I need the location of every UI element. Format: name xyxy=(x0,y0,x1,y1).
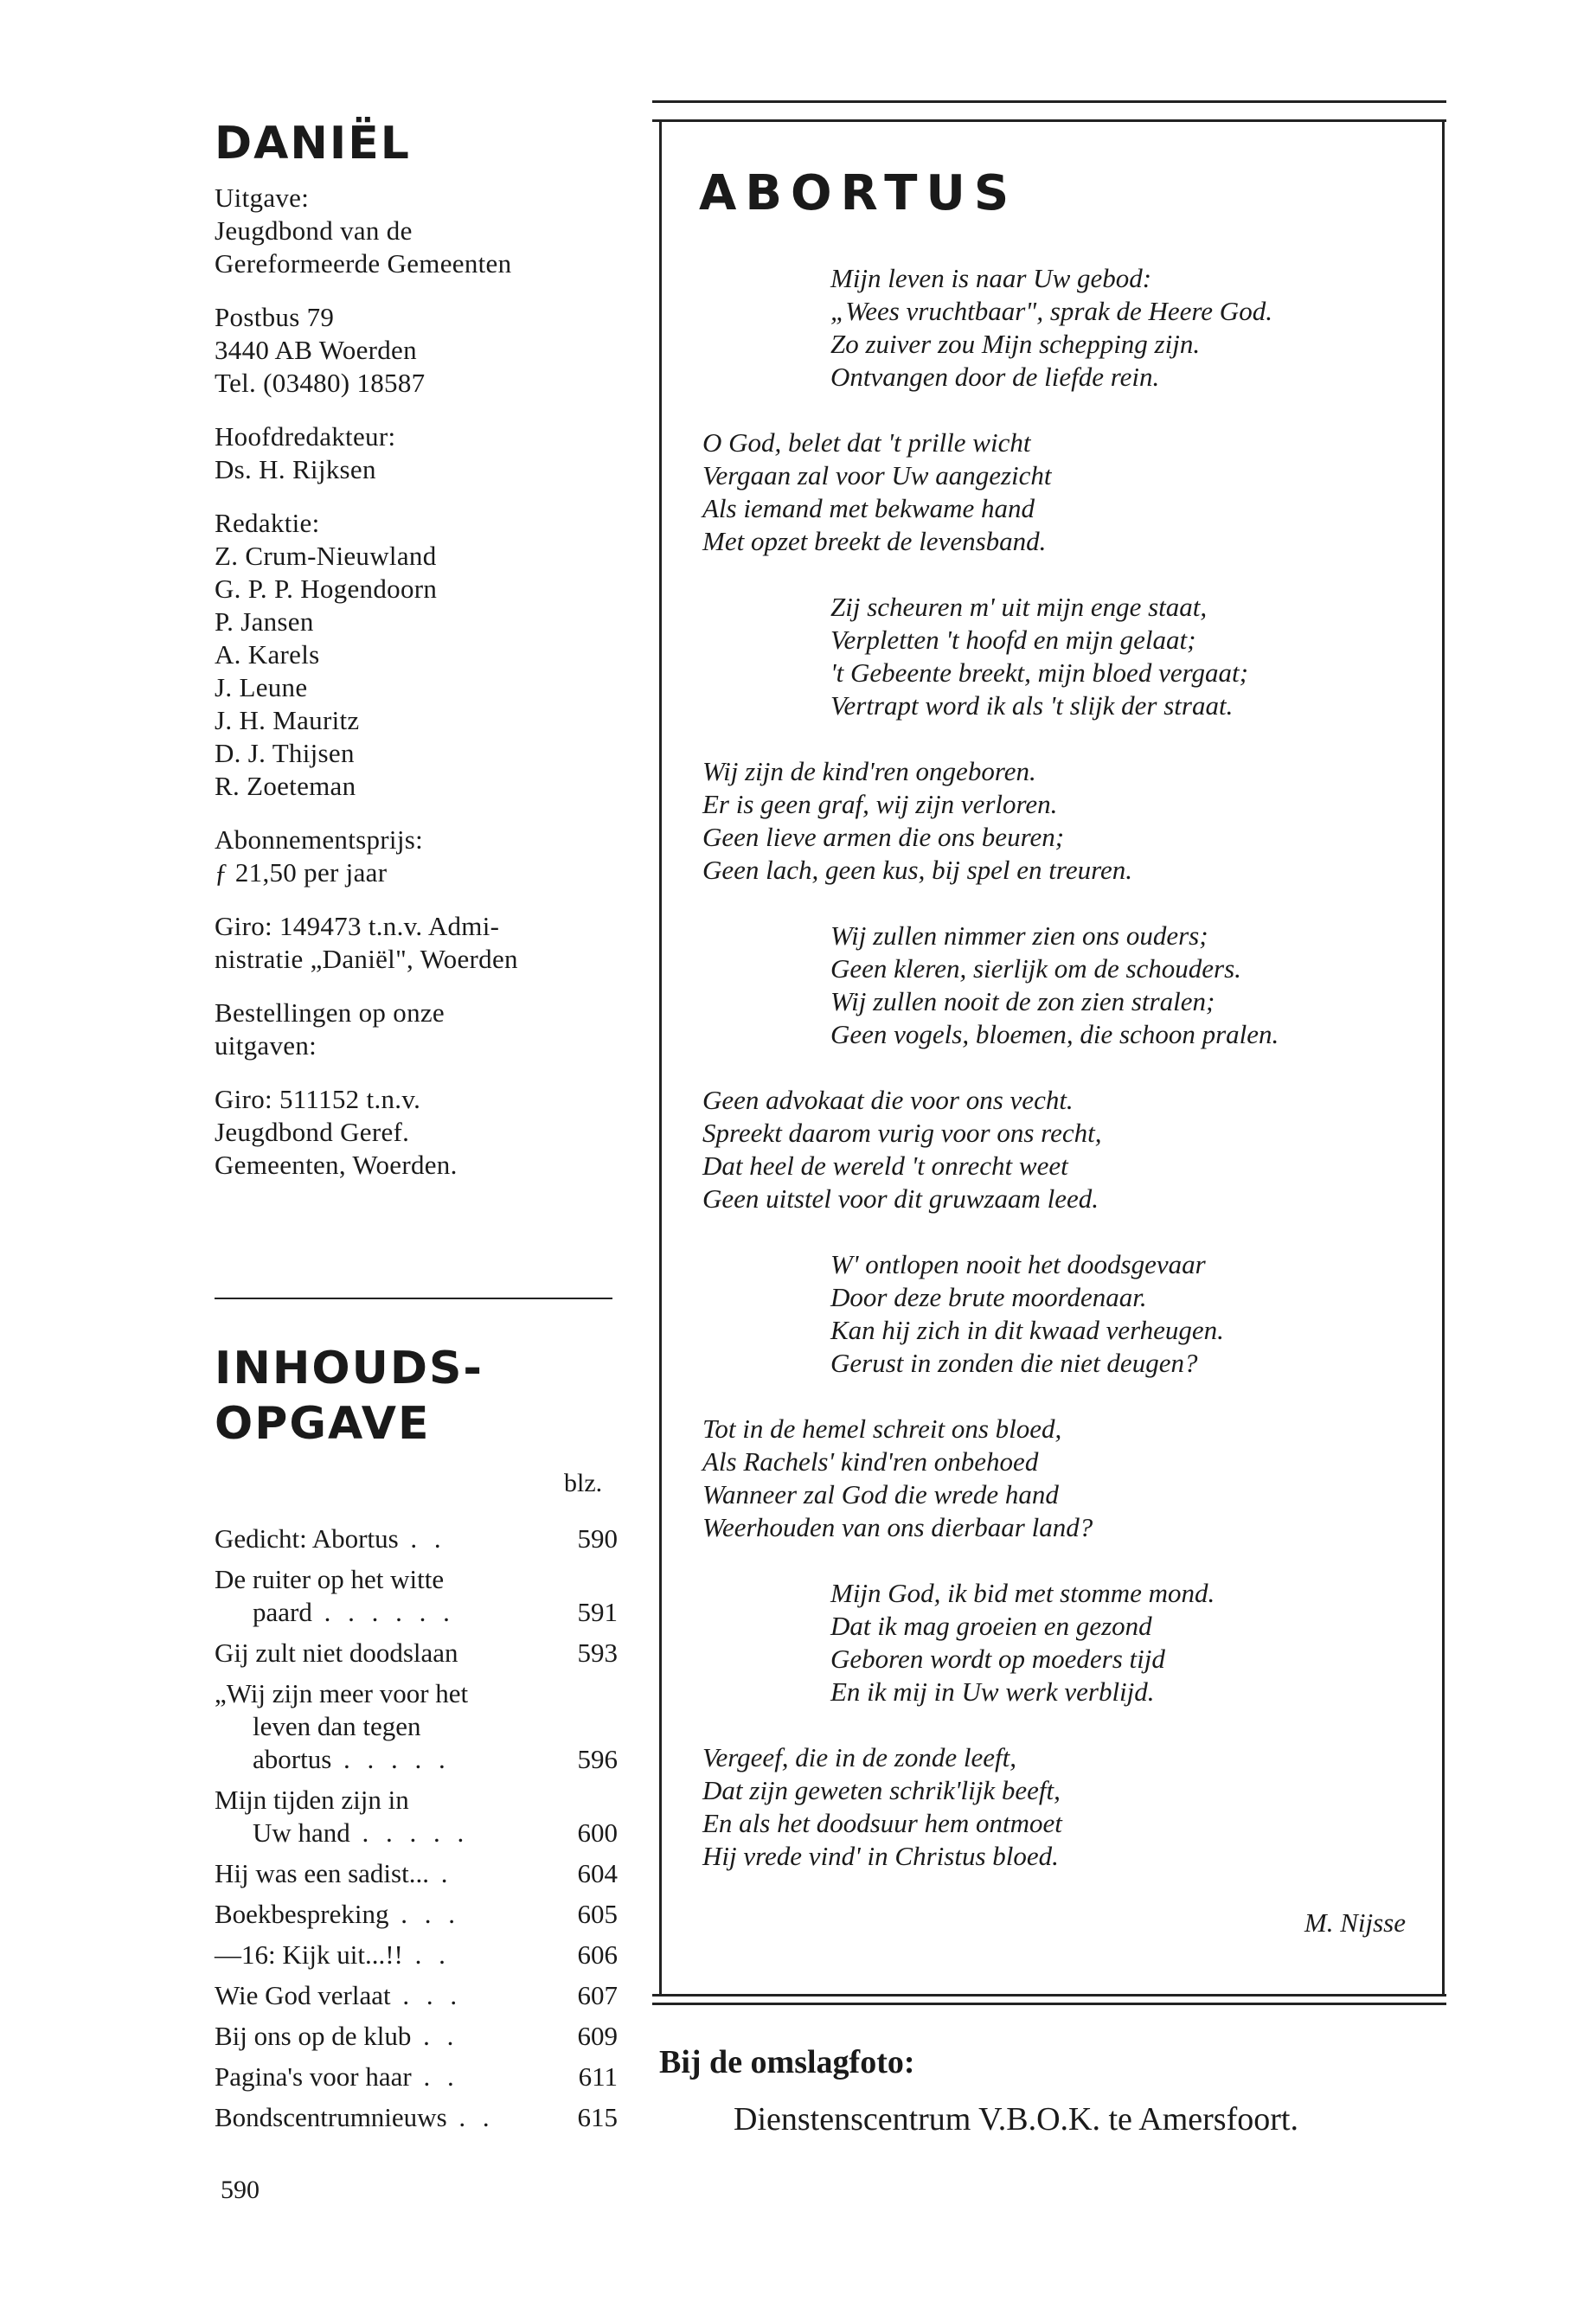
toc-leader-dots: . . . xyxy=(390,1980,463,2010)
toc-entry-title-line xyxy=(215,1817,557,1849)
toc-entry xyxy=(215,2061,618,2093)
poem-line: Wij zullen nimmer zien ons ouders; xyxy=(830,920,1208,951)
poem-stanza xyxy=(702,920,1420,1051)
toc-entry-title-line: Gij zult niet doodslaan xyxy=(215,1638,458,1668)
toc-page-number: 604 xyxy=(577,1858,618,1888)
frame-bottom-rule-inner xyxy=(652,1994,1446,1997)
poem-line: Geen lach, geen kus, bij spel en treuren. xyxy=(702,855,1132,885)
toc-entry-title xyxy=(215,2101,618,2134)
poem-line: Wij zullen nooit de zon zien stralen; xyxy=(830,986,1215,1016)
colophon-block xyxy=(215,182,630,280)
poem-line: Vergaan zal voor Uw aangezicht xyxy=(702,460,1052,490)
frame-bottom-rule-outer xyxy=(652,2003,1446,2005)
poem-stanza xyxy=(702,262,1420,394)
toc-entry xyxy=(215,2101,618,2134)
toc-leader-dots: . . xyxy=(411,2021,459,2051)
poem-line: Met opzet breekt de levensband. xyxy=(702,526,1047,556)
toc-leader-dots: . . xyxy=(446,2102,495,2132)
poem-line: Weerhouden van ons dierbaar land? xyxy=(702,1512,1093,1542)
toc-entry xyxy=(215,1637,618,1670)
poem-line: O God, belet dat 't prille wicht xyxy=(702,427,1031,458)
poem-stanza xyxy=(702,1084,1420,1215)
colophon-block xyxy=(215,420,630,486)
poem-stanza xyxy=(702,591,1420,722)
toc-page-number: 607 xyxy=(577,1980,618,2010)
colophon-line: D. J. Thijsen xyxy=(215,738,355,768)
toc-heading-line2: OPGAVE xyxy=(215,1398,431,1450)
poem-line: Zij scheuren m' uit mijn enge staat, xyxy=(830,592,1208,622)
poem-line: Door deze brute moordenaar. xyxy=(830,1282,1147,1312)
toc-entry xyxy=(215,1677,618,1776)
colophon-line: Gereformeerde Gemeenten xyxy=(215,248,512,279)
toc-entry-title xyxy=(215,1522,618,1555)
colophon-line: Bestellingen op onze xyxy=(215,997,445,1028)
poem-line: Geboren wordt op moeders tijd xyxy=(830,1644,1165,1674)
poem-line: Tot in de hemel schreit ons bloed, xyxy=(702,1413,1062,1444)
poem-line: 't Gebeente breekt, mijn bloed vergaat; xyxy=(830,657,1248,688)
poem-line: W' ontlopen nooit het doodsgevaar xyxy=(830,1249,1206,1279)
poem-line: Als iemand met bekwame hand xyxy=(702,493,1035,523)
toc-entry-text: Bondscentrumnieuws xyxy=(215,2102,447,2132)
toc-entry-title-line xyxy=(215,1523,446,1554)
poem-stanza xyxy=(702,1577,1420,1708)
poem-author: M. Nijsse xyxy=(1304,1907,1406,1938)
toc-leader-dots: . . xyxy=(411,2061,459,2092)
colophon-block xyxy=(215,910,630,976)
poem-line: „Wees vruchtbaar", sprak de Heere God. xyxy=(830,296,1272,326)
toc-entry-title-line xyxy=(215,2021,458,2051)
toc-entry xyxy=(215,1979,618,2012)
toc-blz-label: blz. xyxy=(564,1469,603,1497)
toc-entry-title-line xyxy=(215,1743,557,1776)
colophon-block xyxy=(215,301,630,400)
colophon-block xyxy=(215,1083,630,1182)
colophon-line: ƒ 21,50 per jaar xyxy=(215,857,388,888)
toc-entry-text: abortus xyxy=(253,1744,332,1774)
toc-entry-title-line xyxy=(215,2102,495,2132)
toc-page-number: 596 xyxy=(577,1744,618,1774)
toc-entry-text: Hij was een sadist... xyxy=(215,1858,429,1888)
toc-entry-title xyxy=(215,1637,618,1670)
toc-entry-title-line xyxy=(215,1596,557,1629)
toc-entry xyxy=(215,1857,618,1890)
poem-line: Geen kleren, sierlijk om de schouders. xyxy=(830,953,1241,984)
toc-entry-title xyxy=(215,1979,618,2012)
toc-heading-line1: INHOUDS- xyxy=(215,1343,484,1394)
toc-entry-title xyxy=(215,2020,618,2053)
frame-top-rule-outer xyxy=(652,100,1446,103)
toc-heading xyxy=(215,1341,484,1452)
poem-line: Vergeef, die in de zonde leeft, xyxy=(702,1742,1016,1772)
masthead: DANIËL xyxy=(215,118,411,170)
caption-text: Dienstenscentrum V.B.O.K. te Amersfoort. xyxy=(734,2101,1298,2138)
colophon-line: Abonnementsprijs: xyxy=(215,824,424,855)
toc-leader-dots: . . . . . xyxy=(331,1744,451,1774)
caption-title: Bij de omslagfoto: xyxy=(659,2044,915,2080)
poem-line: Geen vogels, bloemen, die schoon pralen. xyxy=(830,1019,1279,1049)
colophon-line: nistratie „Daniël", Woerden xyxy=(215,944,518,974)
table-of-contents xyxy=(215,1522,618,2142)
poem-title: ABORTUS xyxy=(699,165,1018,221)
colophon-line: P. Jansen xyxy=(215,606,314,637)
colophon-line: uitgaven: xyxy=(215,1030,317,1061)
colophon-line: Giro: 511152 t.n.v. xyxy=(215,1084,421,1114)
toc-entry-text: Boekbespreking xyxy=(215,1899,389,1929)
toc-page-number: 590 xyxy=(577,1523,618,1554)
toc-entry-text: Pagina's voor haar xyxy=(215,2061,412,2092)
left-divider xyxy=(215,1298,612,1299)
colophon-line: Jeugdbond Geref. xyxy=(215,1117,410,1147)
toc-entry-title-line xyxy=(215,1858,452,1888)
toc-entry-title xyxy=(215,1563,618,1629)
toc-entry-title xyxy=(215,1939,618,1971)
poem-line: Vertrapt word ik als 't slijk der straat. xyxy=(830,690,1234,721)
left-column xyxy=(215,118,630,1202)
toc-entry-title-line xyxy=(215,1939,451,1970)
poem-line: Wanneer zal God die wrede hand xyxy=(702,1479,1059,1509)
toc-entry-title xyxy=(215,1898,618,1931)
colophon-block xyxy=(215,997,630,1062)
toc-entry xyxy=(215,1784,618,1849)
toc-entry xyxy=(215,1898,618,1931)
toc-entry-title-line xyxy=(215,1899,460,1929)
toc-leader-dots: . . xyxy=(402,1939,451,1970)
toc-page-number: 606 xyxy=(577,1939,618,1970)
poem-line: Hij vrede vind' in Christus bloed. xyxy=(702,1841,1059,1871)
toc-entry xyxy=(215,1522,618,1555)
poem-stanza xyxy=(702,1413,1420,1544)
toc-entry-text: Gedicht: Abortus xyxy=(215,1523,399,1554)
poem-line: Gerust in zonden die niet deugen? xyxy=(830,1348,1198,1378)
toc-page-number: 615 xyxy=(577,2102,618,2132)
toc-page-number: 600 xyxy=(577,1817,618,1848)
poem-line: Dat ik mag groeien en gezond xyxy=(830,1611,1152,1641)
poem-line: Spreekt daarom vurig voor ons recht, xyxy=(702,1118,1102,1148)
toc-entry-title-line xyxy=(215,1980,462,2010)
toc-leader-dots: . . xyxy=(398,1523,446,1554)
colophon-line: A. Karels xyxy=(215,639,320,670)
colophon-block xyxy=(215,507,630,803)
poem-line: En ik mij in Uw werk verblijd. xyxy=(830,1676,1155,1707)
poem-line: Kan hij zich in dit kwaad verheugen. xyxy=(830,1315,1224,1345)
poem-line: Geen uitstel voor dit gruwzaam leed. xyxy=(702,1183,1099,1214)
toc-page-number: 611 xyxy=(578,2061,618,2092)
toc-entry-text: Uw hand xyxy=(253,1817,350,1848)
toc-entry xyxy=(215,2020,618,2053)
colophon-line: Giro: 149473 t.n.v. Admi- xyxy=(215,911,500,941)
toc-entry-title-line: Mijn tijden zijn in xyxy=(215,1785,409,1815)
poem-stanza xyxy=(702,755,1420,887)
toc-page-number: 605 xyxy=(577,1899,618,1929)
poem xyxy=(702,262,1420,1906)
poem-stanza xyxy=(702,426,1420,558)
colophon-line: R. Zoeteman xyxy=(215,771,356,801)
poem-line: Er is geen graf, wij zijn verloren. xyxy=(702,789,1058,819)
colophon-line: Hoofdredakteur: xyxy=(215,421,396,452)
toc-page-number: 591 xyxy=(577,1597,618,1627)
colophon-line: Gemeenten, Woerden. xyxy=(215,1150,458,1180)
toc-entry-text: —16: Kijk uit...!! xyxy=(215,1939,403,1970)
toc-leader-dots: . . . . . xyxy=(349,1817,470,1848)
poem-line: Geen advokaat die voor ons vecht. xyxy=(702,1085,1074,1115)
toc-entry-title-line xyxy=(215,2061,459,2092)
colophon-line: J. Leune xyxy=(215,672,308,702)
toc-entry xyxy=(215,1563,618,1629)
colophon-line: Tel. (03480) 18587 xyxy=(215,368,426,398)
toc-entry-title-line: De ruiter op het witte xyxy=(215,1564,445,1594)
colophon-line: Redaktie: xyxy=(215,508,320,538)
poem-line: Mijn leven is naar Uw gebod: xyxy=(830,263,1152,293)
poem-stanza xyxy=(702,1248,1420,1380)
poem-line: Als Rachels' kind'ren onbehoed xyxy=(702,1446,1039,1477)
toc-page-number: 593 xyxy=(577,1638,618,1668)
colophon-line: J. H. Mauritz xyxy=(215,705,360,735)
toc-entry-text: Bij ons op de klub xyxy=(215,2021,412,2051)
poem-line: Mijn God, ik bid met stomme mond. xyxy=(830,1578,1215,1608)
toc-leader-dots: . xyxy=(428,1858,453,1888)
toc-entry-text: Wie God verlaat xyxy=(215,1980,391,2010)
toc-leader-dots: . . . xyxy=(388,1899,460,1929)
colophon-line: Ds. H. Rijksen xyxy=(215,454,376,484)
toc-entry-title-line: leven dan tegen xyxy=(253,1711,421,1741)
poem-line: Zo zuiver zou Mijn schepping zijn. xyxy=(830,329,1201,359)
page-number: 590 xyxy=(221,2176,260,2204)
poem-line: Ontvangen door de liefde rein. xyxy=(830,362,1160,392)
colophon-line: Uitgave: xyxy=(215,183,310,213)
poem-stanza xyxy=(702,1741,1420,1873)
poem-line: Dat zijn geweten schrik'lijk beeft, xyxy=(702,1775,1061,1805)
toc-entry-title-line: „Wij zijn meer voor het xyxy=(215,1678,469,1708)
poem-line: Geen lieve armen die ons beuren; xyxy=(702,822,1065,852)
colophon-line: Postbus 79 xyxy=(215,302,335,332)
colophon-line: G. P. P. Hogendoorn xyxy=(215,574,438,604)
toc-entry xyxy=(215,1939,618,1971)
toc-page-number: 609 xyxy=(577,2021,618,2051)
colophon-line: Z. Crum-Nieuwland xyxy=(215,541,437,571)
poem-line: Wij zijn de kind'ren ongeboren. xyxy=(702,756,1036,786)
toc-entry-title xyxy=(215,1784,618,1849)
toc-entry-title xyxy=(215,1677,618,1776)
poem-line: Verpletten 't hoofd en mijn gelaat; xyxy=(830,625,1196,655)
toc-entry-title xyxy=(215,2061,618,2093)
colophon-line: 3440 AB Woerden xyxy=(215,335,417,365)
colophon xyxy=(215,182,630,1182)
toc-leader-dots: . . . . . . xyxy=(311,1597,455,1627)
poem-line: En als het doodsuur hem ontmoet xyxy=(702,1808,1062,1838)
colophon-line: Jeugdbond van de xyxy=(215,215,413,246)
toc-entry-title xyxy=(215,1857,618,1890)
toc-entry-text: paard xyxy=(253,1597,312,1627)
colophon-block xyxy=(215,824,630,889)
poem-line: Dat heel de wereld 't onrecht weet xyxy=(702,1150,1068,1181)
